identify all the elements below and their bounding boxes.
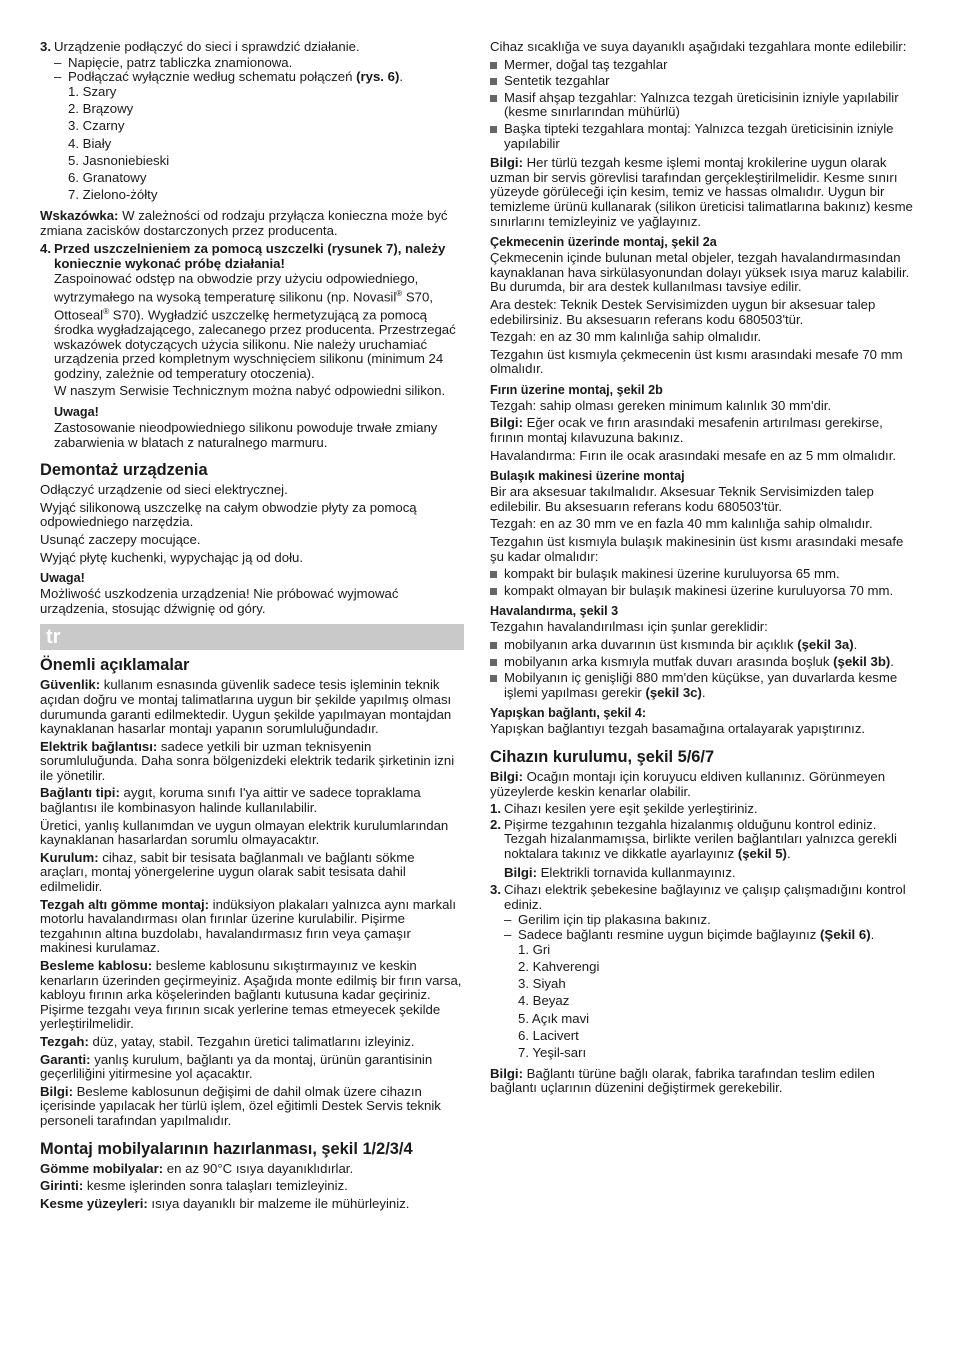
step-title: Przed uszczelnieniem za pomocą uszczelki (rysunek 7), należy koniecznie wykonać próbę działania! — [54, 241, 446, 271]
bullet-item: mobilyanın arka kısmıyla mutfak duvarı arasında boşluk (şekil 3b). — [490, 655, 914, 670]
list-item: 7. Yeşil-sarı — [518, 1045, 587, 1061]
dash-item: – Gerilim için tip plakasına bakınız. — [504, 912, 711, 928]
bullet-square-icon — [490, 671, 504, 700]
step-number: 3. — [40, 39, 51, 54]
bullet-item: Mobilyanın iç genişliği 880 mm'den küçükse, yan duvarlarda kesme işlemi yapılması gerekir (şekil 3c). — [490, 671, 914, 700]
paragraph: Kesme yüzeyleri: ısıya dayanıklı bir malzeme ile mühürleyiniz. — [40, 1195, 410, 1211]
list-item: 2. Kahverengi — [518, 958, 600, 974]
right-column: Cihaz sıcaklığa ve suya dayanıklı aşağıdaki tezgahlara monte edilebilir: Mermer, doğal taş tezgahlar Sentetik tezgahlar Masif ahşap tezgahlar: Yalnızca tezgah üreticisinin izniyle yapılabilir (kesme sınırlarından mühürlü) Başka tipteki tezgahlara montaj: Yalnızca tezgah üreticisinin izniyle yapılabilir Bilgi: Her türlü tezgah kesme işlemi montaj krokilerine uygun olarak uzman bir servis görevlisi tarafından gerçekleştirilmelidir. Kesme sınırı yüzeyde görüleceği için kesim, temiz ve hassas olmalıdır. Uygun bir temizleme ürünü kullanarak (silikon üreticisi talimatlarına bakınız) kesme sınırlarını temizleyiniz ve yağlayınız. Çekmecenin üzerinde montaj, şekil 2a Çekmecenin içinde bulunan metal objeler, tezgah havalandırmasından kaynaklanan hava sirkülasyonundan dolayı yüksek ısıya maruz kalabilir. Bu durumda, bir ara destek kullanılması tavsiye edilir. Ara destek: Teknik Destek Servisimizden uygun bir aksesuar talep edebilirsiniz. Bu aksesuarın referans kodu 680503'tür. Tezgah: en az 30 mm kalınlığa sahip olmalıdır. Tezgahın üst kısmıyla çekmecenin üst kısmı arasındaki mesafe 70 mm olmalıdır. Fırın üzerine montaj, şekil 2b Tezgah: sahip olması gereken minimum kalınlık 30 mm'dir. Bilgi: Eğer ocak ve fırın arasındaki mesafenin artırılması gerekirse, fırının montaj kılavuzuna bakınız. Havalandırma: Fırın ile ocak arasındaki mesafe en az 5 mm olmalıdır. Bulaşık makinesi üzerine montaj Bir ara aksesuar takılmalıdır. Aksesuar Teknik Servisimizden talep edilebilir. Bu aksesuarın referans kodu 680503'tür. Tezgah: en az 30 mm ve en fazla 40 mm kalınlığa sahip olmalıdır. Tezgahın üst kısmıyla bulaşık makinesinin üst kısmı arasındaki mesafe şu kadar olmalıdır: kompakt bir bulaşık makinesi üzerine kuruluyorsa 65 mm. kompakt olmayan bir bulaşık makinesi üzerine kuruluyorsa 70 mm. Havalandırma, şekil 3 Tezgahın havalandırılması için şunlar gereklidir: mobilyanın arka duvarının üst kısmında bir açıklık (şekil 3a). mobilyanın arka kısmıyla mutfak duvarı arasında boşluk (şekil 3b). Mobilyanın iç genişliği 880 mm'den küçükse, yan duvarlarda kesme işlemi yapılması gerekir (şekil 3c). Yapışkan bağlantı, şekil 4: Yapışkan bağlantıyı tezgah basamağına ortalayarak yapıştırınız. Cihazın kurulumu, şekil 5/6/7 Bilgi: Ocağın montajı için koruyucu eldiven kullanınız. Görünmeyen yüzeylerde keskin kenarlar olabilir. 1. Cihazı kesilen yere eşit şekilde yerleştiriniz. 2. Pişirme tezgahının tezgahla hizalanmış olduğunu kontrol ediniz. Tezgah hizalanmamışsa, birlikte verilen bağlantıları yalnızca gerekli noktalara takınız ve dikkatle ayarlayınız (şekil 5). Bilgi: Elektrikli tornavida kullanmayınız. 3. Cihazı elektrik şebekesine bağlayınız ve çalışıp çalışmadığını kontrol ediniz. – Gerilim için tip plakasına bakınız. – Sadece bağlantı resmine uygun biçimde bağlayınız (Şekil 6). 1. Gri 2. Kahverengi 3. Siyah 4. Beyaz 5. Açık mavi 6. Lacivert 7. Yeşil-sarı Bilgi: Bağlantı türüne bağlı olarak, fabrika tarafından teslim edilen bağlantı uçlarının düzenini değiştirmek gerekebilir. — [490, 39, 913, 1096]
left-column: 3. Urządzenie podłączyć do sieci i sprawdzić działanie. – Napięcie, patrz tabliczka znamionowa. – Podłączać wyłącznie według schematu połączeń (rys. 6). 1. Szary 2. Brązowy 3. Czarny 4. Biały 5. Jasnoniebieski 6. Granatowy 7. Zielono-żółty Wskazówka: W zależności od rodzaju przyłącza konieczna może być zmiana zacisków dostarczonych przez producenta. 4. Przed uszczelnieniem za pomocą uszczelki (rysunek 7), należy koniecznie wykonać próbę działania! Zaspoinować odstęp na obwodzie przy użyciu odpowiedniego, wytrzymałego na wysoką temperaturę silikonu (np. Novasil® S70, Ottoseal® S70). Wygładzić uszczelkę hermetyzującą za pomocą środka wygładzającego, zalecanego przez producenta. Przestrzegać wskazówek dotyczących użycia silikonu. Nie należy uruchamiać urządzenia przed kompletnym wyschnięciem silikonu (minimum 24 godziny, zależnie od temperatury otoczenia). W naszym Serwisie Technicznym można nabyć odpowiedni silikon. Uwaga! Zastosowanie nieodpowiedniego silikonu powoduje trwałe zmiany zabarwienia w blatach z naturalnego marmuru. Demontaż urządzenia Odłączyć urządzenie od sieci elektrycznej. Wyjąć silikonową uszczelkę na całym obwodzie płyty za pomocą odpowiedniego narzędzia. Usunąć zaczepy mocujące. Wyjąć płytę kuchenki, wypychając ją od dołu. Uwaga! Możliwość uszkodzenia urządzenia! Nie próbować wyjmować urządzenia, stosując dźwignię od góry. tr Önemli açıklamalar Güvenlik: kullanım esnasında güvenlik sadece tesis işleminin teknik açıdan doğru ve montaj talimatlarına uygun bir şekilde yapılmış olması durumunda garanti edilmektedir. Uygun şekilde yapılmayan montajdan kaynaklanan hasarlar montajı yapanın sorumluluğundadır. Elektrik bağlantısı: sadece yetkili bir uzman teknisyenin sorumluluğunda. Daha sonra bölgenizdeki elektrik tedarik şirketinin izni ile yönetilir. Bağlantı tipi: aygıt, koruma sınıfı I'ya aittir ve sadece topraklama bağlantısı ile kombinasyon halinde kullanılabilir. Üretici, yanlış kullanımdan ve uygun olmayan elektrik kurulumlarından kaynaklanan hasarlardan sorumlu olmayacaktır. Kurulum: cihaz, sabit bir tesisata bağlanmalı ve bağlantı sökme araçları, montaj yönergelerine uygun olarak sabit tesisata dahil edilmelidir. Tezgah altı gömme montaj: indüksiyon plakaları yalnızca aynı markalı motorlu havalandırması olan fırınlar üzerine kurulabilir. Pişirme tezgahının altına buzdolabı, havalandırmasız fırın veya çamaşır makinesi kurulamaz. Besleme kablosu: besleme kablosunu sıkıştırmayınız ve keskin kenarların üzerinden geçirmeyiniz. Aşağıda monte edilmiş bir fırın varsa, kabloyu fırının arka köşelerinden bağlantı kutusuna kadar geçiriniz. Pişirme tezgahı veya fırının sıcak yerlerine temas etmeyecek şekilde yerleştirilmelidir. Tezgah: düz, yatay, stabil. Tezgahın üretici talimatlarını izleyiniz. Garanti: yanlış kurulum, bağlantı ya da montaj, ürünün garantisinin geçerliliğini yitirmesine yol açacaktır. Bilgi: Besleme kablosunun değişimi de dahil olmak üzere cihazın içerisinde yapılacak her türlü işlem, özel eğitimli Destek Servis teknik personeli tarafından yapılmalıdır. Montaj mobilyalarının hazırlanması, şekil 1/2/3/4 Gömme mobilyalar: en az 90°C ısıya dayanıklıdırlar. Girinti: kesme işlerinden sonra talaşları temizleyiniz. Kesme yüzeyleri: ısıya dayanıklı bir malzeme ile mühürleyiniz. — [40, 40, 464, 1214]
step-4: 4. Przed uszczelnieniem za pomocą uszczelki (rysunek 7), należy koniecznie wykonać próbę działania! — [40, 242, 464, 271]
subsection-title-cekmece: Çekmecenin üzerinde montaj, şekil 2a — [490, 235, 717, 250]
paragraph: Güvenlik: kullanım esnasında güvenlik sadece tesis işleminin teknik açıdan doğru ve montaj talimatlarına uygun bir şekilde yapılmış olması durumunda garanti edilmektedir. Uygun şekilde yapılmayan montajdan kaynaklanan hasarlar montajı yapanın sorumluluğundadır. — [40, 677, 452, 737]
list-item: 2. Brązowy — [68, 101, 134, 117]
step-1: 1. Cihazı kesilen yere eşit şekilde yerleştiriniz. — [490, 801, 758, 817]
paragraph: Kurulum: cihaz, sabit bir tesisata bağlanmalı ve bağlantı sökme araçları, montaj yönergelerine uygun olarak sabit tesisata dahil edilmelidir. — [40, 849, 415, 895]
warning-text: Zastosowanie nieodpowiedniego silikonu powoduje trwałe zmiany zabarwienia w blatach z naturalnego marmuru. — [54, 419, 438, 450]
bullet-square-icon — [490, 638, 504, 653]
paragraph: Besleme kablosu: besleme kablosunu sıkıştırmayınız ve keskin kenarların üzerinden geçirmeyiniz. Aşağıda monte edilmiş bir fırın varsa, kabloyu fırının arka köşelerinden bağlantı kutusuna kadar geçiriniz. Pişirme tezgahı veya fırının sıcak yerlerine temas etmeyecek şekilde yerleştirilmelidir. — [40, 958, 462, 1032]
paragraph: Bilgi: Bağlantı türüne bağlı olarak, fabrika tarafından teslim edilen bağlantı uçlarının düzenini değiştirmek gerekebilir. — [490, 1065, 875, 1096]
step-text: Urządzenie podłączyć do sieci i sprawdzić działanie. — [54, 39, 360, 54]
dash-item: – Sadece bağlantı resmine uygun biçimde bağlayınız (Şekil 6). — [504, 926, 875, 942]
sealing-paragraph: Zaspoinować odstęp na obwodzie przy użyciu odpowiedniego, wytrzymałego na wysoką temperaturę silikonu (np. Novasil® S70, Ottoseal® S70). Wygładzić uszczelkę hermetyzującą za pomocą środka wygładzającego, zalecanego przez producenta. Przestrzegać wskazówek dotyczących użycia silikonu. Nie należy uruchamiać urządzenia przed kompletnym wyschnięciem silikonu (minimum 24 godziny, zależnie od temperatury otoczenia). — [54, 271, 456, 381]
wire-color-list — [490, 943, 914, 1061]
paragraph: Üretici, yanlış kullanımdan ve uygun olmayan elektrik kurulumlarından kaynaklanan hasarlardan sorumlu olmayacaktır. — [40, 817, 449, 848]
paragraph: Elektrik bağlantısı: sadece yetkili bir uzman teknisyenin sorumluluğunda. Daha sonra bölgenizdeki elektrik tedarik şirketinin izni ile yönetilir. — [40, 738, 455, 783]
list-item: 3. Siyah — [518, 976, 566, 992]
bullet-square-icon — [490, 122, 504, 151]
paragraph: Bilgi: Elektrikli tornavida kullanmayınız. — [504, 864, 736, 880]
list-item: 6. Granatowy — [68, 170, 147, 186]
warning-title: Uwaga! — [54, 404, 99, 419]
step-2: 2. Pişirme tezgahının tezgahla hizalanmış olduğunu kontrol ediniz. Tezgah hizalanmamışsa, birlikte verilen bağlantıları yalnızca gerekli noktalara takınız ve dikkatle ayarlayınız (şekil 5). — [490, 816, 897, 861]
paragraph: Tezgah: düz, yatay, stabil. Tezgahın üretici talimatlarını izleyiniz. — [40, 1033, 415, 1049]
dash-item: – Podłączać wyłącznie według schematu połączeń (rys. 6). — [54, 69, 404, 85]
intro-paragraph: Cihaz sıcaklığa ve suya dayanıklı aşağıdaki tezgahlara monte edilebilir: — [490, 39, 907, 54]
list-item: 1. Gri — [518, 941, 551, 957]
bullet-item: Mermer, doğal taş tezgahlar — [490, 58, 914, 73]
section-title-montaj: Montaj mobilyalarının hazırlanması, şekil 1/2/3/4 — [40, 1139, 413, 1158]
bullet-square-icon — [490, 91, 504, 120]
bullet-square-icon — [490, 567, 504, 582]
paragraph: Garanti: yanlış kurulum, bağlantı ya da montaj, ürünün garantisinin geçerliliğini yitirmesine yol açacaktır. — [40, 1051, 433, 1082]
language-bar: tr — [40, 624, 464, 650]
paragraph: Bilgi: Ocağın montajı için koruyucu eldiven kullanınız. Görünmeyen yüzeylerde keskin kenarlar olabilir. — [490, 768, 886, 799]
bullet-item: kompakt bir bulaşık makinesi üzerine kuruluyorsa 65 mm. — [490, 567, 914, 582]
section-title-demontaz: Demontaż urządzenia — [40, 461, 208, 480]
subsection-title-yapiskan: Yapışkan bağlantı, şekil 4: — [490, 706, 647, 721]
bullet-square-icon — [490, 74, 504, 89]
list-item: 6. Lacivert — [518, 1027, 579, 1043]
paragraph: Bilgi: Her türlü tezgah kesme işlemi montaj krokilerine uygun olarak uzman bir servis görevlisi tarafından gerçekleştirilmelidir. Kesme sınırı yüzeyde görüleceği için kesim, temiz ve hassas olmalıdır. Uygun bir temizleme ürünü kullanarak (silikon üreticisi talimatlarına bakınız) kesme sınırlarını temizleyiniz ve yağlayınız. — [490, 155, 913, 229]
section-title-onemli: Önemli açıklamalar — [40, 656, 190, 675]
list-item: 5. Jasnoniebieski — [68, 152, 170, 168]
bullet-square-icon — [490, 655, 504, 670]
dash-item: – Napięcie, patrz tabliczka znamionowa. — [54, 54, 293, 70]
subsection-title-havalandirma: Havalandırma, şekil 3 — [490, 604, 619, 619]
subsection-title-firin: Fırın üzerine montaj, şekil 2b — [490, 382, 663, 397]
bullet-square-icon — [490, 58, 504, 73]
list-item: 4. Biały — [68, 135, 112, 151]
section-title-kurulum: Cihazın kurulumu, şekil 5/6/7 — [490, 747, 715, 766]
bullet-item: Başka tipteki tezgahlara montaj: Yalnızca tezgah üreticisinin izniyle yapılabilir — [490, 122, 914, 151]
list-item: 4. Beyaz — [518, 993, 570, 1009]
paragraph: Bağlantı tipi: aygıt, koruma sınıfı I'ya aittir ve sadece topraklama bağlantısı ile kombinasyon halinde kullanılabilir. — [40, 785, 421, 816]
paragraph: Bilgi: Eğer ocak ve fırın arasındaki mesafenin artırılması gerekirse, fırının montaj kılavuzuna bakınız. — [490, 415, 883, 446]
list-item: 5. Açık mavi — [518, 1010, 590, 1026]
list-item: 7. Zielono-żółty — [68, 187, 158, 203]
service-paragraph: W naszym Serwisie Technicznym można nabyć odpowiedni silikon. — [54, 383, 446, 399]
step-3 — [40, 40, 464, 55]
warning-text: Możliwość uszkodzenia urządzenia! Nie próbować wyjmować urządzenia, stosując dźwignię od góry. — [40, 586, 399, 616]
paragraph: Girinti: kesme işlerinden sonra talaşları temizleyiniz. — [40, 1178, 348, 1194]
subsection-title-bulasik: Bulaşık makinesi üzerine montaj — [490, 469, 685, 484]
wire-color-list — [40, 85, 464, 203]
bullet-item: kompakt olmayan bir bulaşık makinesi üzerine kuruluyorsa 70 mm. — [490, 584, 914, 599]
step-3: 3. Cihazı elektrik şebekesine bağlayınız ve çalışıp çalışmadığını kontrol ediniz. — [490, 882, 906, 912]
paragraph: Tezgah altı gömme montaj: indüksiyon plakaları yalnızca aynı markalı motorlu havalandırması olan fırınlar üzerine kurulabilir. Pişirme tezgahının altına buzdolabı, havalandırmasız fırın veya çamaşır makinesi kurulamaz. — [40, 896, 457, 956]
bullet-item: mobilyanın arka duvarının üst kısmında bir açıklık (şekil 3a). — [490, 638, 914, 653]
paragraph: Gömme mobilyalar: en az 90°C ısıya dayanıklıdırlar. — [40, 1160, 354, 1176]
paragraph: Bilgi: Besleme kablosunun değişimi de dahil olmak üzere cihazın içerisinde yapılacak her türlü işlem, özel eğitimli Destek Servis teknik personeli tarafından yapılmalıdır. — [40, 1083, 441, 1128]
list-item: 3. Czarny — [68, 118, 125, 134]
hint-paragraph: Wskazówka: W zależności od rodzaju przyłącza konieczna może być zmiana zacisków dostarczonych przez producenta. — [40, 208, 448, 238]
list-item: 1. Szary — [68, 83, 117, 99]
bullet-item: Sentetik tezgahlar — [490, 74, 914, 89]
bullet-item: Masif ahşap tezgahlar: Yalnızca tezgah üreticisinin izniyle yapılabilir (kesme sınırlarından mühürlü) — [490, 91, 914, 120]
warning-title: Uwaga! — [40, 571, 85, 586]
bullet-square-icon — [490, 584, 504, 599]
